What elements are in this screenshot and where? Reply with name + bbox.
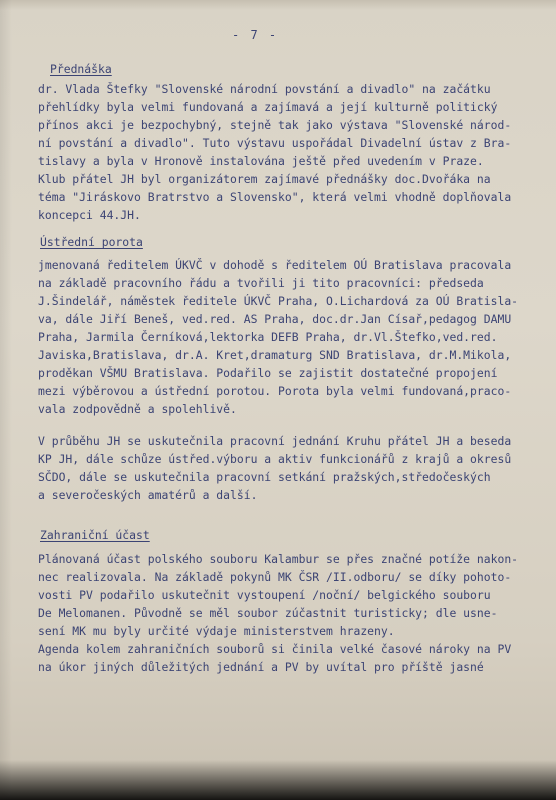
paper-top-edge bbox=[0, 0, 556, 10]
text-line: nec realizovala. Na základě pokynů MK ČSR /II.odboru/ se díky pohoto- bbox=[38, 570, 512, 584]
text-line: Javiska,Bratislava, dr.A. Kret,dramaturg SND Bratislava, dr.M.Mikola, bbox=[38, 348, 512, 362]
text-line: J.Šindelář, náměstek ředitele ÚKVČ Praha, O.Lichardová za OÚ Bratisla- bbox=[38, 294, 519, 308]
text-line: koncepci 44.JH. bbox=[38, 208, 141, 222]
text-line: KP JH, dále schůze ústřed.výboru a aktiv funkcionářů z krajů a okresů bbox=[38, 452, 512, 466]
text-line: téma "Jiráskovo Bratrstvo a Slovensko", která velmi vhodně doplňovala bbox=[38, 190, 512, 204]
text-line: Klub přátel JH byl organizátorem zajímavé přednášky doc.Dvořáka na bbox=[38, 172, 491, 186]
text-line: ní povstání a divadlo". Tuto výstavu uspořádal Divadelní ústav z Bra- bbox=[38, 136, 512, 150]
text-line: vosti PV podařilo uskutečnit vystoupení /noční/ belgického souboru bbox=[38, 588, 491, 602]
section-heading-ustredni-porota: Ústřední porota bbox=[40, 235, 143, 249]
text-line: přehlídky byla velmi fundovaná a zajímavá a její kulturně politický bbox=[38, 100, 498, 114]
text-line: přínos akci je bezpochybný, stejně tak jako výstava "Slovenské národ- bbox=[38, 118, 512, 132]
text-line: na základě pracovního řádu a tvořili ji tito pracovníci: předseda bbox=[38, 276, 484, 290]
text-line: na úkor jiných důležitých jednání a PV by uvítal pro příště jasné bbox=[38, 660, 484, 674]
text-line: Praha, Jarmila Černíková,lektorka DEFB Praha, dr.Vl.Štefko,ved.red. bbox=[38, 330, 498, 344]
text-line: va, dále Jiří Beneš, ved.red. AS Praha, doc.dr.Jan Císař,pedagog DAMU bbox=[38, 312, 512, 326]
paper-shadow bbox=[0, 0, 12, 800]
text-line: tislavy a byla v Hronově instalována ještě před uvedením v Praze. bbox=[38, 154, 484, 168]
text-line: De Melomanen. Původně se měl soubor zúčastnit turisticky; dle usne- bbox=[38, 606, 498, 620]
text-line: V průběhu JH se uskutečnila pracovní jednání Kruhu přátel JH a beseda bbox=[38, 434, 512, 448]
text-line: SČDO, dále se uskutečnila pracovní setkání pražských,středočeských bbox=[38, 470, 491, 484]
text-line: vala zodpovědně a spolehlivě. bbox=[38, 402, 237, 416]
text-line: mezi výběrovou a ústřední porotou. Porota byla velmi fundovaná,praco- bbox=[38, 384, 512, 398]
section-heading-prednaska: Přednáška bbox=[50, 62, 112, 76]
text-line: dr. Vlada Štefky "Slovenské národní povstání a divadlo" na začátku bbox=[38, 82, 491, 96]
text-line: proděkan VŠMU Bratislava. Podařilo se zajistit dostatečné propojení bbox=[38, 366, 498, 380]
paper-bottom-shadow bbox=[0, 760, 556, 800]
text-line: Agenda kolem zahraničních souborů si činila velké časové nároky na PV bbox=[38, 642, 512, 656]
text-line: a severočeských amatérů a další. bbox=[38, 488, 258, 502]
text-line: jmenovaná ředitelem ÚKVČ v dohodě s ředitelem OÚ Bratislava pracovala bbox=[38, 258, 512, 272]
text-line: Plánovaná účast polského souboru Kalambur se přes značné potíže nakon- bbox=[38, 552, 519, 566]
section-heading-zahranicni-ucast: Zahraniční účast bbox=[40, 528, 150, 542]
page-number: - 7 - bbox=[232, 28, 279, 42]
text-line: sení MK mu byly určité výdaje ministerstvem hrazeny. bbox=[38, 624, 395, 638]
